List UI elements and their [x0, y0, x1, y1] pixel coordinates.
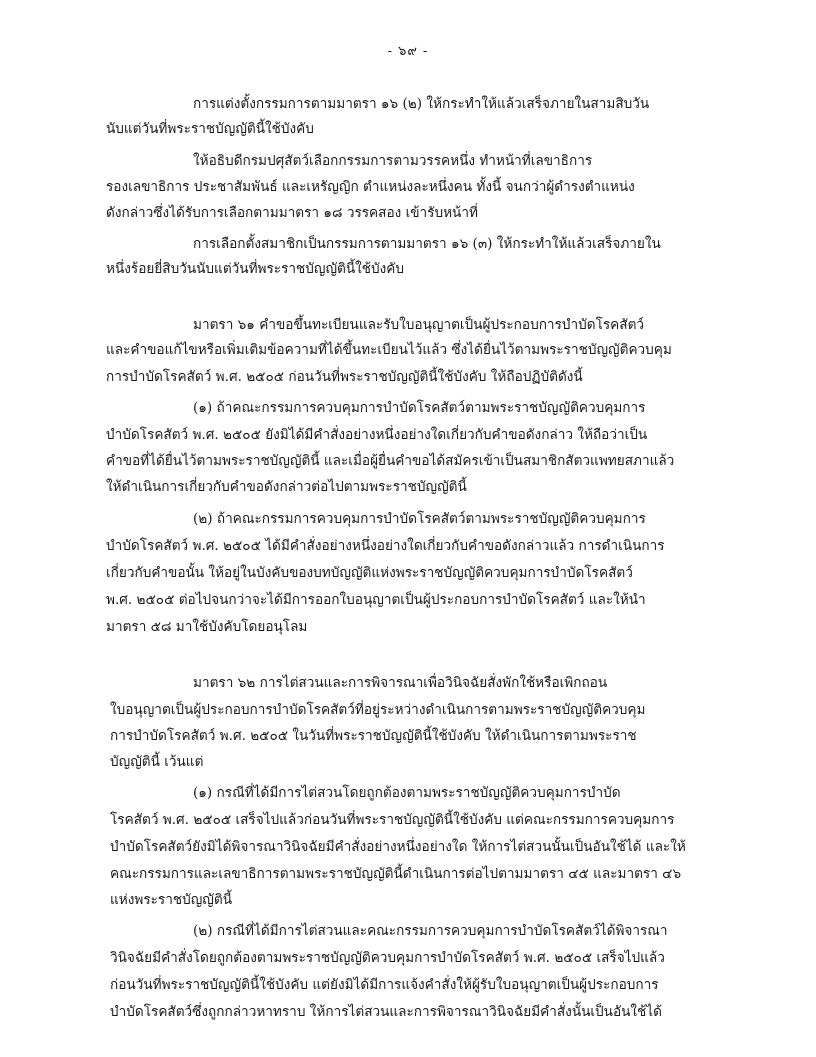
- text-line: พ.ศ. ๒๕๐๕ ต่อไปจนกว่าจะได้มีการออกใบอนุญาตเป็นผู้ประกอบการบำบัดโรคสัตว์ และให้นำ: [106, 592, 646, 608]
- text-line: มาตรา ๕๘ มาใช้บังคับโดยอนุโลม: [106, 619, 308, 635]
- section-62-heading: มาตรา ๖๒ การไต่สวนและการพิจารณาเพื่อวินิจฉัยสั่งพักใช้หรือเพิกถอน: [193, 675, 608, 691]
- text-line: การแต่งตั้งกรรมการตามมาตรา ๑๖ (๒) ให้กระทำให้แล้วเสร็จภายในสามสิบวัน: [193, 96, 650, 112]
- text-line: นับแต่วันที่พระราชบัญญัตินี้ใช้บังคับ: [106, 121, 314, 137]
- text-line: คณะกรรมการและเลขาธิการตามพระราชบัญญัตินี้ดำเนินการต่อไปตามมาตรา ๔๕ และมาตรา ๔๖: [110, 866, 682, 882]
- text-line: บำบัดโรคสัตว์ พ.ศ. ๒๕๐๕ ยังมิได้มีคำสั่งอย่างหนึ่งอย่างใดเกี่ยวกับคำขอดังกล่าว ให้ถือว่าเป็น: [106, 427, 648, 443]
- text-line: (๑) กรณีที่ได้มีการไต่สวนโดยถูกต้องตามพระราชบัญญัติควบคุมการบำบัด: [193, 785, 621, 801]
- text-line: วินิจฉัยมีคำสั่งโดยถูกต้องตามพระราชบัญญัติควบคุมการบำบัดโรคสัตว์ พ.ศ. ๒๕๐๕ เสร็จไปแล้ว: [110, 950, 665, 966]
- text-line: คำขอที่ได้ยื่นไว้ตามพระราชบัญญัตินี้ และเมื่อผู้ยื่นคำขอได้สมัครเข้าเป็นสมาชิกสัตวแพทยสภาแล้ว: [106, 453, 675, 469]
- page-number: - ๖๙ -: [387, 44, 429, 59]
- text-line: บำบัดโรคสัตว์ พ.ศ. ๒๕๐๕ ได้มีคำสั่งอย่างหนึ่งอย่างใดเกี่ยวกับคำขอดังกล่าวแล้ว การดำเนินการ: [106, 538, 665, 554]
- text-line: การเลือกตั้งสมาชิกเป็นกรรมการตามมาตรา ๑๖ (๓) ให้กระทำให้แล้วเสร็จภายใน: [193, 236, 661, 252]
- text-line: ดังกล่าวซึ่งได้รับการเลือกตามมาตรา ๑๘ วรรคสอง เข้ารับหน้าที่: [106, 205, 478, 221]
- text-line: ให้อธิบดีกรมปศุสัตว์เลือกกรรมการตามวรรคหนึ่ง ทำหน้าที่เลขาธิการ: [193, 153, 593, 169]
- text-line: (๑) ถ้าคณะกรรมการควบคุมการบำบัดโรคสัตว์ตามพระราชบัญญัติควบคุมการ: [193, 400, 646, 416]
- text-line: การบำบัดโรคสัตว์ พ.ศ. ๒๕๐๕ ในวันที่พระราชบัญญัตินี้ใช้บังคับ ให้ดำเนินการตามพระราช: [110, 728, 637, 744]
- text-line: ใบอนุญาตเป็นผู้ประกอบการบำบัดโรคสัตว์ที่อยู่ระหว่างดำเนินการตามพระราชบัญญัติควบคุม: [110, 702, 646, 718]
- text-line: บัญญัตินี้ เว้นแต่: [110, 754, 204, 770]
- text-line: โรคสัตว์ พ.ศ. ๒๕๐๕ เสร็จไปแล้วก่อนวันที่พระราชบัญญัตินี้ใช้บังคับ แต่คณะกรรมการควบคุมการ: [110, 812, 675, 828]
- section-61-heading: มาตรา ๖๑ คำขอขึ้นทะเบียนและรับใบอนุญาตเป็นผู้ประกอบการบำบัดโรคสัตว์: [193, 317, 645, 333]
- text-line: (๒) ถ้าคณะกรรมการควบคุมการบำบัดโรคสัตว์ตามพระราชบัญญัติควบคุมการ: [193, 511, 646, 527]
- text-line: บำบัดโรคสัตว์ซึ่งถูกกล่าวหาทราบ ให้การไต่สวนและการพิจารณาวินิจฉัยมีคำสั่งนั้นเป็นอันใช้ได้: [110, 1004, 662, 1020]
- text-line: หนึ่งร้อยยี่สิบวันนับแต่วันที่พระราชบัญญัตินี้ใช้บังคับ: [106, 261, 405, 277]
- text-line: รองเลขาธิการ ประชาสัมพันธ์ และเหรัญญิก ตำแหน่งละหนึ่งคน ทั้งนี้ จนกว่าผู้ดำรงตำแหน่ง: [106, 179, 635, 195]
- text-line: ก่อนวันที่พระราชบัญญัตินี้ใช้บังคับ แต่ยังมิได้มีการแจ้งคำสั่งให้ผู้รับใบอนุญาตเป็นผู้ประกอบการ: [110, 977, 659, 993]
- text-line: แห่งพระราชบัญญัตินี้: [110, 892, 232, 908]
- text-line: เกี่ยวกับคำขอนั้น ให้อยู่ในบังคับของบทบัญญัติแห่งพระราชบัญญัติควบคุมการบำบัดโรคสัตว์: [106, 565, 633, 581]
- text-line: การบำบัดโรคสัตว์ พ.ศ. ๒๕๐๕ ก่อนวันที่พระราชบัญญัตินี้ใช้บังคับ ให้ถือปฏิบัติดังนี้: [106, 369, 583, 385]
- text-line: (๒) กรณีที่ได้มีการไต่สวนและคณะกรรมการควบคุมการบำบัดโรคสัตว์ได้พิจารณา: [193, 923, 668, 939]
- text-line: บำบัดโรคสัตว์ยังมิได้พิจารณาวินิจฉัยมีคำสั่งอย่างหนึ่งอย่างใด ให้การไต่สวนนั้นเป็นอันใช้ได้ และให้: [110, 839, 686, 855]
- text-line: และคำขอแก้ไขหรือเพิ่มเติมข้อความที่ได้ขึ้นทะเบียนไว้แล้ว ซึ่งได้ยื่นไว้ตามพระราชบัญญัติควบคุม: [106, 342, 672, 358]
- text-line: ให้ดำเนินการเกี่ยวกับคำขอดังกล่าวต่อไปตามพระราชบัญญัตินี้: [106, 479, 467, 495]
